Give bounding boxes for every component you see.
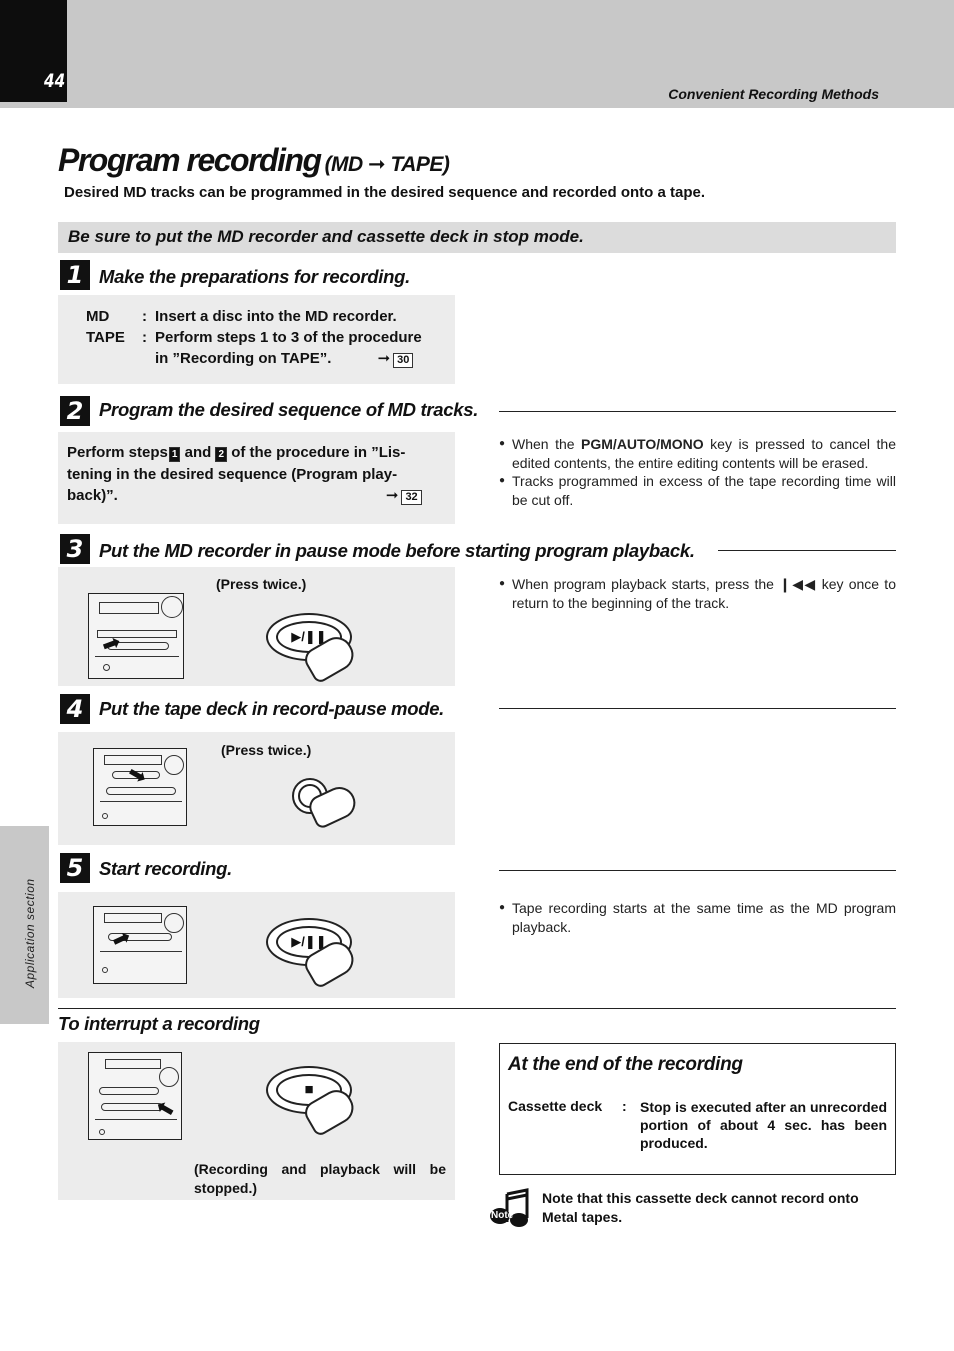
note-text: Note that this cassette deck cannot record onto Metal tapes. xyxy=(542,1190,859,1225)
step-3-rule xyxy=(718,550,896,551)
step-2-note-2: ● Tracks programmed in excess of the tape recording time will be cut off. xyxy=(499,472,896,509)
step-5-stereo-illustration xyxy=(93,906,187,984)
step-2-rule xyxy=(499,411,896,412)
step-4-press-twice: (Press twice.) xyxy=(221,742,312,758)
step-2-note-1: ● When the PGM/AUTO/MONO key is pressed to cancel the edited contents, the entire editing contents will be erased. xyxy=(499,435,896,472)
pointing-arrow-icon: ➡ xyxy=(98,628,124,659)
intro-text: Desired MD tracks can be programmed in the desired sequence and recorded onto a tape. xyxy=(64,184,706,201)
step-2-panel xyxy=(58,432,455,524)
end-of-recording-box: At the end of the recording Cassette deck : Stop is executed after an unrecorded portion of about 4 sec. has been produced. xyxy=(499,1043,896,1175)
pointing-arrow-icon: ➡ xyxy=(123,759,152,791)
step-3-press-twice: (Press twice.) xyxy=(216,576,307,592)
step-2-number: 2 xyxy=(60,396,90,426)
step-3-heading: Put the MD recorder in pause mode before starting program playback. xyxy=(99,540,695,561)
title-main: Program recording xyxy=(58,142,321,178)
step-4-heading: Put the tape deck in record-pause mode. xyxy=(99,698,445,719)
step-2-body: Perform steps 1 and 2 of the procedure in ”Lis- tening in the desired sequence (Program play- back)”. ➞ 32 xyxy=(67,442,447,507)
tape-instruction-cont: in ”Recording on TAPE”. xyxy=(155,350,332,367)
step-5-panel xyxy=(58,892,455,998)
step-3-note: ● When program playback starts, press the ❙◀◀ key once to return to the beginning of the track. xyxy=(499,575,896,612)
step-3-panel xyxy=(58,567,455,686)
md-label: MD xyxy=(86,308,110,325)
tape-label: TAPE xyxy=(86,329,125,346)
warning-banner: Be sure to put the MD recorder and cassette deck in stop mode. xyxy=(58,222,896,253)
side-tab-label: Application section xyxy=(23,878,37,988)
section-title: Convenient Recording Methods xyxy=(668,86,879,102)
play-pause-button[interactable]: ▶/❚❚ xyxy=(276,926,342,958)
pointing-arrow-icon: ➡ xyxy=(150,1093,180,1125)
step-4-rule xyxy=(499,708,896,709)
step-5-heading: Start recording. xyxy=(99,858,232,879)
step-2-heading: Program the desired sequence of MD tracks. xyxy=(99,399,479,420)
play-pause-button[interactable]: ▶/❚❚ xyxy=(276,621,342,653)
md-instruction: Insert a disc into the MD recorder. xyxy=(155,308,397,325)
step-1-table: MD : Insert a disc into the MD recorder. TAPE : Perform steps 1 to 3 of the procedure in ”Recording on TAPE”. ➞ 30 xyxy=(86,308,422,367)
stop-button[interactable]: ■ xyxy=(276,1074,342,1106)
step-2-notes xyxy=(499,435,896,509)
interrupt-caption: (Recording and playback will be stopped.) xyxy=(194,1161,446,1196)
end-box-text: Stop is executed after an unrecorded portion of about 4 sec. has been produced. xyxy=(640,1099,887,1151)
step-1-heading: Make the preparations for recording. xyxy=(99,266,410,287)
page-number: 44 xyxy=(44,70,66,92)
interrupt-panel xyxy=(58,1042,455,1200)
end-box-label: Cassette deck xyxy=(508,1098,603,1114)
step-5-number: 5 xyxy=(60,853,90,883)
step-4-panel xyxy=(58,732,455,845)
step-3-number: 3 xyxy=(60,534,90,564)
pointing-arrow-icon: ➡ xyxy=(107,923,135,954)
step-4-number: 4 xyxy=(60,694,90,724)
step-5-notes xyxy=(499,899,896,936)
end-box-title: At the end of the recording xyxy=(508,1054,743,1075)
step-5-rule xyxy=(499,870,896,871)
note-icon xyxy=(489,1188,531,1230)
page-ref-32[interactable]: 32 xyxy=(401,490,421,505)
note-icon-label: Note xyxy=(491,1210,514,1221)
title-sub: (MD ➞ TAPE) xyxy=(324,153,450,176)
interrupt-rule xyxy=(58,1008,896,1009)
step-1-panel xyxy=(58,295,455,384)
step-3-notes xyxy=(499,575,896,612)
tape-instruction: Perform steps 1 to 3 of the procedure xyxy=(155,329,422,346)
step-1-number: 1 xyxy=(60,260,90,290)
interrupt-heading: To interrupt a recording xyxy=(58,1013,260,1034)
page-title xyxy=(58,142,449,179)
page-ref-30[interactable]: 30 xyxy=(393,353,413,368)
step-5-note: ● Tape recording starts at the same time as the MD program playback. xyxy=(499,899,896,936)
